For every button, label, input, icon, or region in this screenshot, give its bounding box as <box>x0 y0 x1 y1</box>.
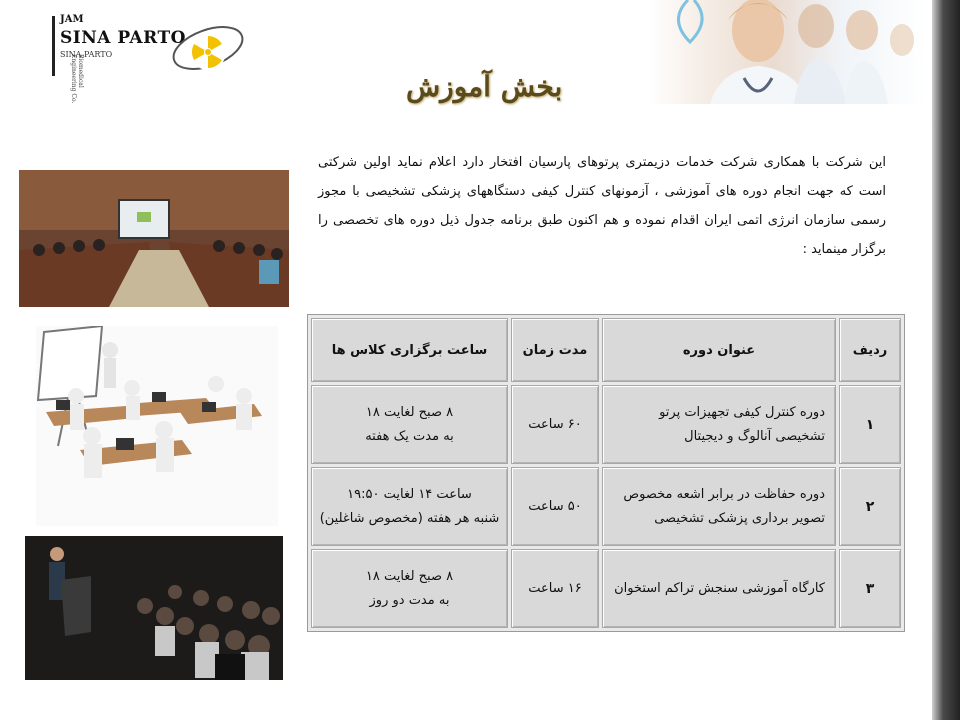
table-row <box>311 385 901 464</box>
row-number: ۳ <box>839 549 901 628</box>
logo-line-2: SINA PARTO <box>60 28 186 48</box>
header-row-number: ردیف <box>839 318 901 382</box>
schedule-line-1: ۸ صبح لغایت ۱۸ <box>365 568 454 584</box>
schedule-line-1: ۸ صبح لغایت ۱۸ <box>365 404 454 420</box>
course-duration: ۵۰ ساعت <box>511 467 599 546</box>
course-table <box>307 314 905 632</box>
course-title <box>602 385 836 464</box>
schedule-line-2: به مدت یک هفته <box>365 428 454 444</box>
header-medical-staff-photo <box>648 0 926 104</box>
radiation-icon <box>170 18 250 78</box>
course-schedule <box>311 549 508 628</box>
course-title-line-1: کارگاه آموزشی سنجش تراکم استخوان <box>614 580 825 596</box>
header-schedule: ساعت برگزاری کلاس ها <box>311 318 508 382</box>
lecture-photo <box>25 536 283 680</box>
intro-paragraph: این شرکت با همکاری شرکت خدمات دزیمتری پرتوهای پارسیان افتخار دارد اعلام نماید اولین شرکتی است که جهت انجام دوره های آموزشی ، آزمونهای کنترل کیفی دستگاههای پزشکی تشخیصی با مجوز رسمی سازمان انرژی اتمی ایران اقدام نموده و هم اکنون طبق برنامه جدول ذیل دوره های تخصصی را برگزار مینماید : <box>318 155 886 257</box>
logo-line-1: JAM <box>60 14 84 25</box>
table-row <box>311 467 901 546</box>
course-title-line-1: دوره حفاظت در برابر اشعه مخصوص <box>623 486 825 502</box>
course-title-line-2: تشخیصی آنالوگ و دیجیتال <box>684 428 825 444</box>
course-title-line-2: تصویر برداری پزشکی تشخیصی <box>654 510 825 526</box>
course-duration: ۱۶ ساعت <box>511 549 599 628</box>
table-header-row <box>311 318 901 382</box>
slide-edge-shadow <box>932 0 960 720</box>
course-schedule <box>311 385 508 464</box>
training-illustration <box>36 326 278 526</box>
schedule-line-2: به مدت دو روز <box>369 592 450 608</box>
schedule-line-1: ساعت ۱۴ لغایت ۱۹:۵۰ <box>347 486 472 502</box>
row-number: ۲ <box>839 467 901 546</box>
course-title <box>602 549 836 628</box>
table-row <box>311 549 901 628</box>
course-title-line-1: دوره کنترل کیفی تجهیزات پرتو <box>659 404 825 420</box>
course-duration: ۶۰ ساعت <box>511 385 599 464</box>
row-number: ۱ <box>839 385 901 464</box>
company-logo <box>52 10 252 104</box>
schedule-line-2: شنبه هر هفته (مخصوص شاغلین) <box>319 510 500 526</box>
logo-bar <box>52 16 55 76</box>
logo-line-3: SINA PARTO <box>60 50 113 59</box>
page-title: بخش آموزش <box>406 70 563 103</box>
header-duration: مدت زمان <box>511 318 599 382</box>
header-course-title: عنوان دوره <box>602 318 836 382</box>
course-schedule <box>311 467 508 546</box>
course-title <box>602 467 836 546</box>
logo-vertical-text: Biomedical Engineering Co. <box>70 54 84 104</box>
classroom-photo <box>19 170 289 307</box>
